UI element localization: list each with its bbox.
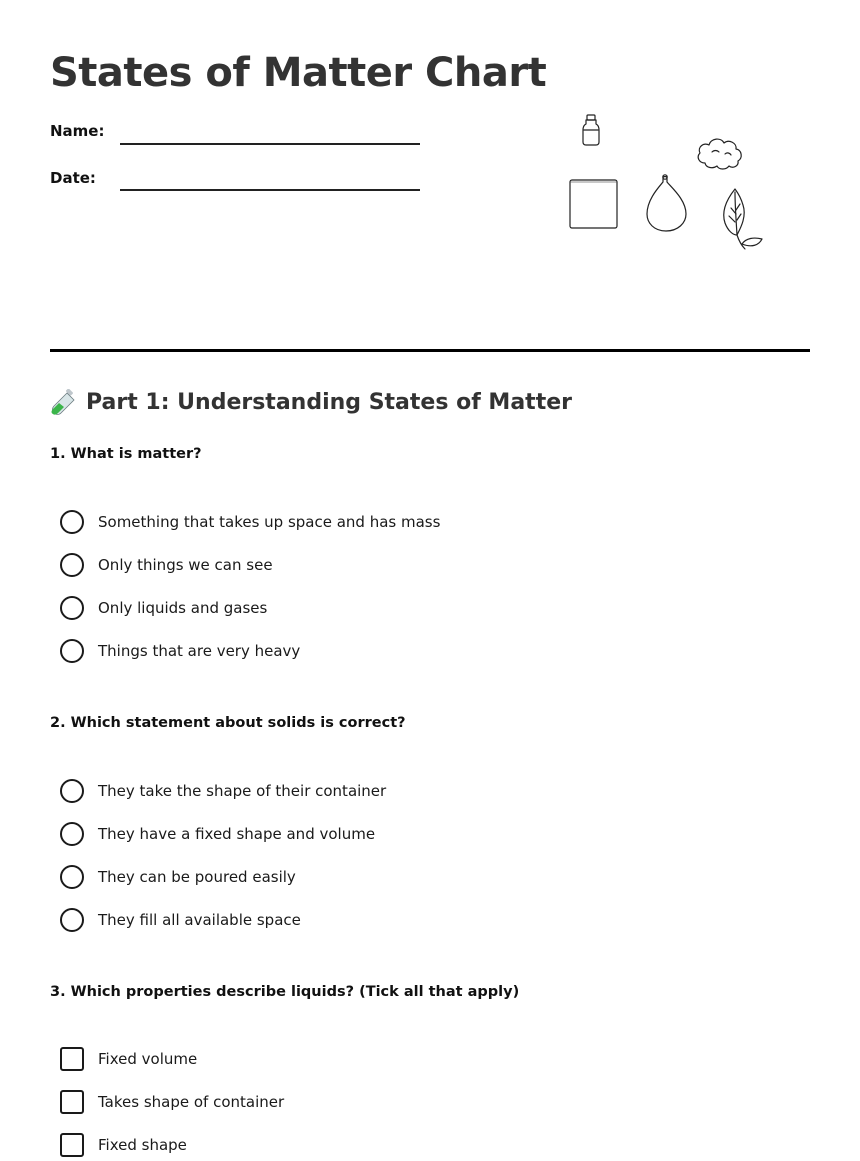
- q3-option-1[interactable]: [60, 1047, 197, 1071]
- option-label: They have a fixed shape and volume: [98, 825, 376, 843]
- option-label: They fill all available space: [98, 911, 301, 929]
- radio-button[interactable]: [60, 779, 84, 803]
- page-title: States of Matter Chart: [50, 50, 547, 96]
- option-label: Fixed shape: [98, 1136, 187, 1154]
- radio-button[interactable]: [60, 510, 84, 534]
- question-2: 2. Which statement about solids is correct?: [50, 715, 406, 731]
- q3-option-3[interactable]: [60, 1133, 187, 1157]
- states-of-matter-illustration: [560, 108, 780, 258]
- radio-button[interactable]: [60, 908, 84, 932]
- checkbox[interactable]: [60, 1133, 84, 1157]
- q2-option-4[interactable]: [60, 908, 301, 932]
- q1-option-3[interactable]: [60, 596, 267, 620]
- q1-option-1[interactable]: [60, 510, 440, 534]
- date-label: Date:: [50, 169, 96, 187]
- q2-option-2[interactable]: [60, 822, 375, 846]
- option-label: Fixed volume: [98, 1050, 198, 1068]
- droplet-flask-icon: [647, 175, 686, 231]
- bottle-icon: [583, 115, 599, 145]
- q1-option-2[interactable]: [60, 553, 273, 577]
- radio-button[interactable]: [60, 865, 84, 889]
- cloud-icon: [698, 139, 741, 169]
- radio-button[interactable]: [60, 596, 84, 620]
- leaf-icon: [724, 189, 762, 249]
- radio-button[interactable]: [60, 553, 84, 577]
- option-label: Takes shape of container: [98, 1093, 285, 1111]
- question-1: 1. What is matter?: [50, 446, 202, 462]
- q2-option-1[interactable]: [60, 779, 386, 803]
- name-field[interactable]: [120, 143, 420, 145]
- radio-button[interactable]: [60, 639, 84, 663]
- option-label: Something that takes up space and has mass: [98, 513, 441, 531]
- date-field[interactable]: [120, 189, 420, 191]
- option-label: Things that are very heavy: [98, 642, 301, 660]
- header-divider: [50, 349, 810, 352]
- test-tube-icon: [50, 389, 76, 415]
- section-heading-text: Part 1: Understanding States of Matter: [86, 389, 572, 415]
- q1-option-4[interactable]: [60, 639, 300, 663]
- checkbox[interactable]: [60, 1090, 84, 1114]
- question-3: 3. Which properties describe liquids? (Tick all that apply): [50, 984, 520, 1000]
- checkbox[interactable]: [60, 1047, 84, 1071]
- option-label: They take the shape of their container: [98, 782, 387, 800]
- option-label: Only liquids and gases: [98, 599, 268, 617]
- radio-button[interactable]: [60, 822, 84, 846]
- section-heading-part1: [50, 389, 572, 415]
- option-label: They can be poured easily: [98, 868, 296, 886]
- cube-icon: [570, 180, 617, 228]
- name-label: Name:: [50, 122, 105, 140]
- option-label: Only things we can see: [98, 556, 273, 574]
- q2-option-3[interactable]: [60, 865, 296, 889]
- q3-option-2[interactable]: [60, 1090, 284, 1114]
